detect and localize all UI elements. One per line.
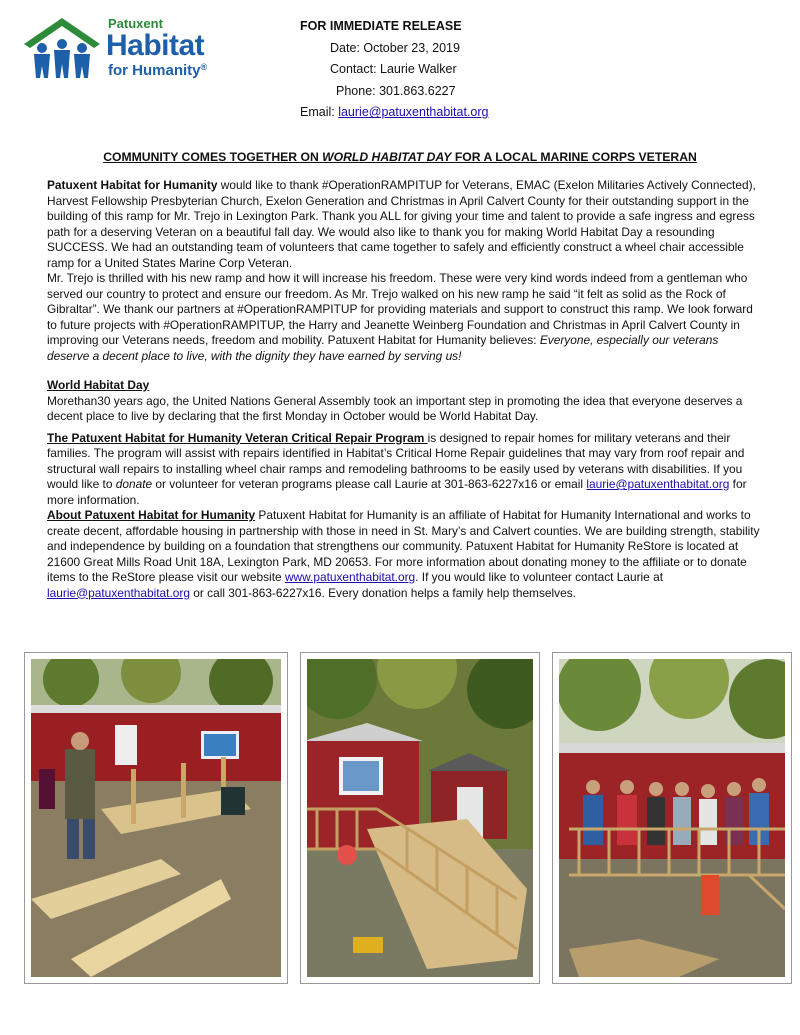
photo-finished-ramp	[300, 652, 540, 984]
paragraph-world-habitat-day: Morethan30 years ago, the United Nations General Assembly took an important step in promoting the idea that everyone deserves a decent place to live by declaring that the first Monday in October would be World Habitat Day.	[47, 393, 743, 423]
release-date: Date: October 23, 2019	[330, 40, 460, 55]
email-link[interactable]: laurie@patuxenthabitat.org	[338, 105, 489, 120]
release-title: FOR IMMEDIATE RELEASE	[300, 19, 462, 33]
release-phone: Phone: 301.863.6227	[336, 83, 456, 98]
email-link[interactable]: laurie@patuxenthabitat.org	[47, 585, 190, 600]
release-contact: Contact: Laurie Walker	[330, 62, 457, 77]
photo-ramp-construction	[24, 652, 288, 984]
paragraph-about: About Patuxent Habitat for Humanity Patuxent Habitat for Humanity is an affiliate of Habitat for Humanity International and works to create decent, affordable housing in partnership with those in need in St. Mary’s and Calvert counties. We are building strength, stability and independence by building on a foundation that strengthens our community. Patuxent Habitat for Humanity ReStore is located at 21600 Great Mills Road Unit 18A, Lexington Park, MD 20653. For more information about donating money to the affiliate or to donate items to the ReStore please visit our website www.patuxenthabitat.org. If you would like to volunteer contact Laurie at laurie@patuxenthabitat.org or call 301-863-6227x16. Every donation helps a family help themselves.	[47, 508, 760, 600]
press-release-body	[47, 178, 762, 601]
release-email: Email: laurie@patuxenthabitat.org	[300, 105, 489, 120]
heading-world-habitat-day: World Habitat Day	[47, 378, 150, 392]
paragraph-thanks: Patuxent Habitat for Humanity would like to thank #OperationRAMPITUP for Veterans, EMAC (Exelon Militaries Actively Connected), Harvest Fellowship Presbyterian Church, Exelon Generation and Christmas in April Calvert County for their outstanding support in the building of this ramp for Mr. Trejo in Lexington Park. Thank you ALL for giving your time and talent to provide a safe ingress and egress path for a deserving Veteran on a beautiful fall day. We would also like to thank you for making World Habitat Day a resounding SUCCESS. We had an outstanding team of volunteers that came together to safely and efficiently construct a wheel chair accessible ramp for a United States Marine Corp Veteran.	[47, 178, 756, 270]
habitat-logo	[22, 14, 222, 84]
habitat-house-icon	[22, 14, 102, 80]
headline: COMMUNITY COMES TOGETHER ON WORLD HABITAT DAY FOR A LOCAL MARINE CORPS VETERAN	[103, 150, 697, 164]
logo-affiliate-name: Patuxent	[108, 16, 163, 31]
logo-tagline: for Humanity®	[108, 62, 208, 79]
email-link[interactable]: laurie@patuxenthabitat.org	[586, 477, 730, 491]
logo-wordmark: Habitat	[106, 29, 205, 62]
paragraph-critical-repair: The Patuxent Habitat for Humanity Veteran Critical Repair Program is designed to repair homes for military veterans and their families. The program will assist with repairs identified in Habitat’s Critical Home Repair guidelines that may vary from roof repair and structural wall repairs to installing wheel chair ramps and remodeling bathrooms to be easily used by veterans with disabilities. If you would like to donate or volunteer for veteran programs please call Laurie at 301-863-6227x16 or email laurie@patuxenthabitat.org for more information.	[47, 430, 747, 507]
website-link[interactable]: www.patuxenthabitat.org	[284, 570, 416, 584]
paragraph-trejo: Mr. Trejo is thrilled with his new ramp and how it will increase his freedom. These were very kind words indeed from a gentleman who served our country to protect and ensure our freedom. As Mr. Trejo walked on his new ramp he said “it felt as solid as the Rock of Gibraltar”. We thank our partners at #OperationRAMPITUP for providing materials and support to construct this ramp. We look forward to future projects with #OperationRAMPITUP, the Harry and Jeanette Weinberg Foundation and Christmas in April Calvert County in improving our Veterans needs, freedom and mobility. Patuxent Habitat for Humanity believes: Everyone, especially our veterans deserve a decent place to live, with the dignity they have earned by serving us!	[47, 271, 753, 363]
photo-volunteer-group	[552, 652, 792, 984]
release-info	[300, 16, 600, 124]
